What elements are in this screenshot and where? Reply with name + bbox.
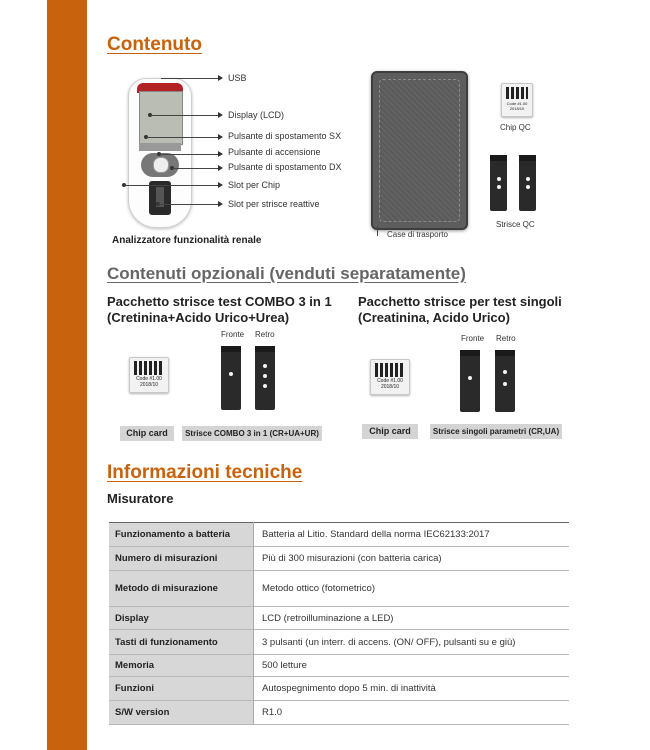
single-strip-back-image xyxy=(495,350,515,412)
table-row xyxy=(109,677,569,701)
spec-value: 3 pulsanti (un interr. di accens. (ON/ OFF), pulsanti su e giù) xyxy=(262,636,516,648)
label-usb: USB xyxy=(228,73,247,83)
table-row xyxy=(109,571,569,607)
spec-value: Più di 300 misurazioni (con batteria carica) xyxy=(262,553,442,564)
combo-chip-card-image: Code #1.00 2018/10 xyxy=(129,357,169,393)
spec-key: Tasti di funzionamento xyxy=(109,630,254,655)
label-display: Display (LCD) xyxy=(228,110,285,120)
combo-strip-back-image xyxy=(255,346,275,410)
section-title-tecniche: Informazioni tecniche xyxy=(107,462,303,483)
subsection-misuratore: Misuratore xyxy=(107,491,174,506)
combo-front-label: Fronte xyxy=(221,330,245,339)
table-row xyxy=(109,523,569,547)
spec-value: Batteria al Litio. Standard della norma IEC62133:2017 xyxy=(262,529,490,540)
single-front-label: Fronte xyxy=(461,334,485,343)
carry-case-image xyxy=(371,71,468,230)
side-accent-bar xyxy=(47,0,87,750)
spec-value: LCD (retroilluminazione a LED) xyxy=(262,612,394,624)
table-row xyxy=(109,607,569,630)
spec-key: Funzionamento a batteria xyxy=(109,523,254,547)
spec-value: 500 letture xyxy=(262,660,307,671)
single-chip-caption: Chip card xyxy=(362,424,418,439)
label-right-button: Pulsante di spostamento DX xyxy=(228,162,342,172)
combo-pack-title: Pacchetto strisce test COMBO 3 in 1 (Cretinina+Acido Urico+Urea) xyxy=(107,294,332,325)
carry-case-label: Case di trasporto xyxy=(387,230,448,239)
spec-key: Numero di misurazioni xyxy=(109,547,254,571)
spec-key: Metodo di misurazione xyxy=(109,571,254,607)
table-row xyxy=(109,547,569,571)
meter-caption: Analizzatore funzionalità renale xyxy=(112,235,262,246)
spec-value: Autospegnimento dopo 5 min. di inattività xyxy=(262,683,436,694)
spec-key: S/W version xyxy=(109,701,254,725)
single-back-label: Retro xyxy=(496,334,516,343)
label-left-button: Pulsante di spostamento SX xyxy=(228,131,342,141)
chip-qc-image: Code #1.00 2018/10 xyxy=(501,83,533,117)
table-row xyxy=(109,655,569,677)
label-power-button: Pulsante di accensione xyxy=(228,147,321,157)
section-title-opzionali: Contenuti opzionali (venduti separatamente) xyxy=(107,264,466,283)
table-row xyxy=(109,630,569,655)
single-strip-caption: Strisce singoli parametri (CR,UA) xyxy=(430,424,562,439)
spec-value: Metodo ottico (fotometrico) xyxy=(262,583,375,594)
spec-key: Funzioni xyxy=(109,677,254,701)
section-title-contenuto: Contenuto xyxy=(107,34,202,55)
power-button-image xyxy=(153,157,169,173)
single-pack-title: Pacchetto strisce per test singoli (Creatinina, Acido Urico) xyxy=(358,294,562,325)
spec-value: R1.0 xyxy=(262,707,283,718)
combo-back-label: Retro xyxy=(255,330,275,339)
combo-strip-front-image xyxy=(221,346,241,410)
label-strip-slot: Slot per strisce reattive xyxy=(228,199,320,209)
strip-qc-image xyxy=(490,155,507,211)
single-strip-front-image xyxy=(460,350,480,412)
chip-qc-label: Chip QC xyxy=(500,123,531,132)
spec-key: Memoria xyxy=(109,655,254,677)
single-chip-card-image: Code #1.00 2018/10 xyxy=(370,359,410,395)
table-row xyxy=(109,701,569,725)
spec-key: Display xyxy=(109,607,254,630)
specs-table xyxy=(109,522,569,725)
strips-qc-label: Strisce QC xyxy=(496,220,535,229)
strip-qc-image xyxy=(519,155,536,211)
combo-strip-caption: Strisce COMBO 3 in 1 (CR+UA+UR) xyxy=(182,426,322,441)
label-chip-slot: Slot per Chip xyxy=(228,180,281,190)
combo-chip-caption: Chip card xyxy=(120,426,174,441)
